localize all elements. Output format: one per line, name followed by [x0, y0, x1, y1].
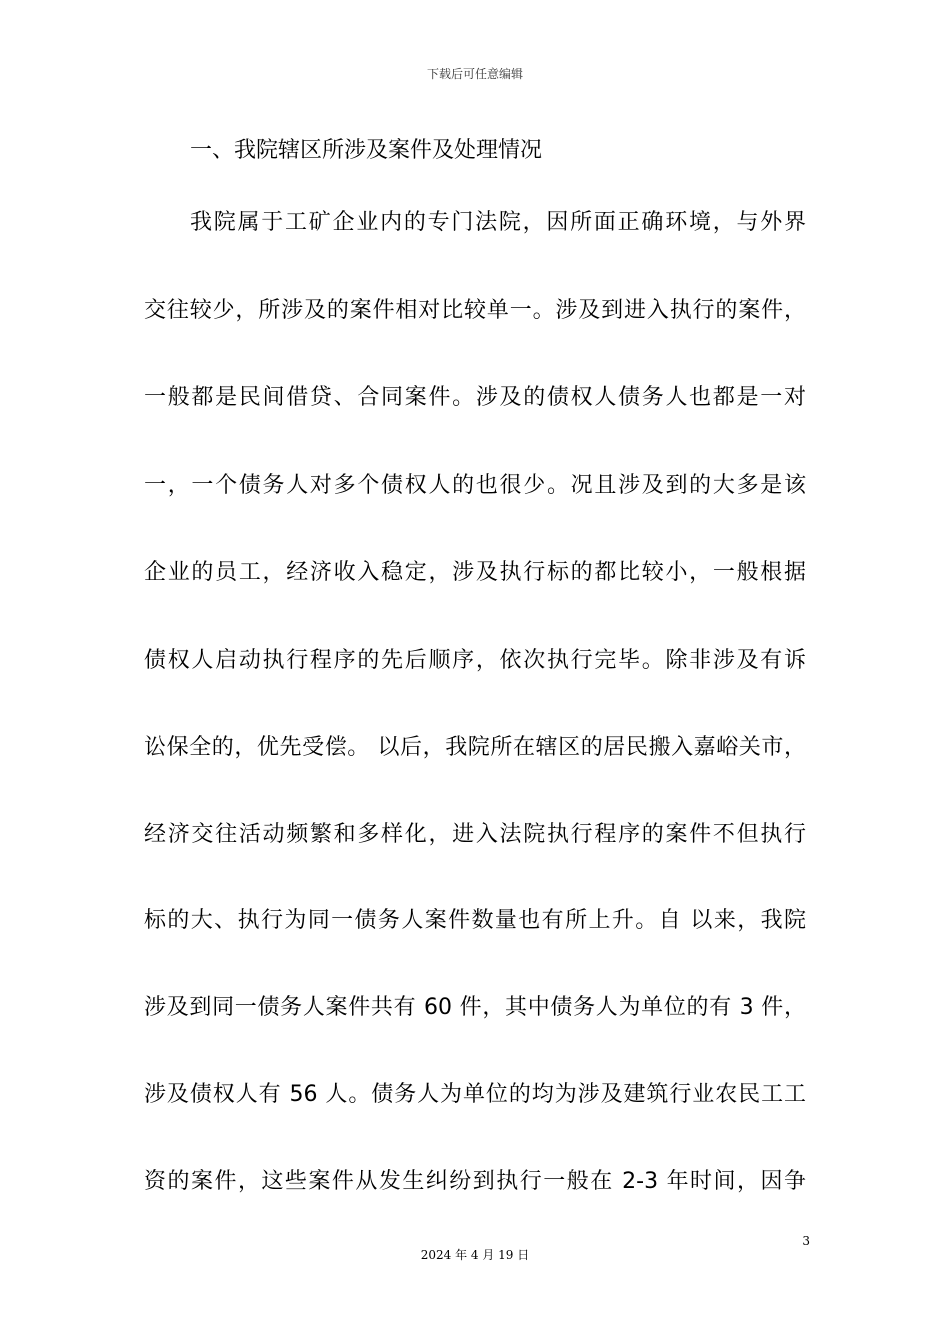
page-footer-date: 2024 年 4 月 19 日	[420, 1248, 530, 1262]
page-number: 3	[802, 1234, 810, 1248]
paragraph-line: 一般都是民间借贷、合同案件。涉及的债权人债务人也都是一对	[144, 385, 806, 410]
paragraph-line: 标的大、执行为同一债务人案件数量也有所上升。自 以来，我院	[144, 908, 806, 933]
paragraph-line: 经济交往活动频繁和多样化，进入法院执行程序的案件不但执行	[144, 822, 806, 847]
paragraph-line: 涉及债权人有 56 人。债务人为单位的均为涉及建筑行业农民工工	[144, 1082, 806, 1107]
paragraph-line: 资的案件，这些案件从发生纠纷到执行一般在 2-3 年时间，因争	[144, 1169, 806, 1194]
paragraph-line: 涉及到同一债务人案件共有 60 件，其中债务人为单位的有 3 件，	[144, 995, 806, 1020]
paragraph-line: 一，一个债务人对多个债权人的也很少。况且涉及到的大多是该	[144, 473, 806, 498]
paragraph-line: 讼保全的，优先受偿。 以后，我院所在辖区的居民搬入嘉峪关市，	[144, 735, 806, 760]
paragraph-line: 债权人启动执行程序的先后顺序，依次执行完毕。除非涉及有诉	[144, 648, 806, 673]
page-header: 下载后可任意编辑	[426, 67, 523, 81]
paragraph-line: 交往较少，所涉及的案件相对比较单一。涉及到进入执行的案件，	[144, 298, 806, 323]
section-heading: 一、我院辖区所涉及案件及处理情况	[190, 138, 543, 163]
paragraph-line: 企业的员工，经济收入稳定，涉及执行标的都比较小，一般根据	[144, 560, 806, 585]
paragraph-line: 我院属于工矿企业内的专门法院，因所面正确环境，与外界	[190, 210, 806, 235]
